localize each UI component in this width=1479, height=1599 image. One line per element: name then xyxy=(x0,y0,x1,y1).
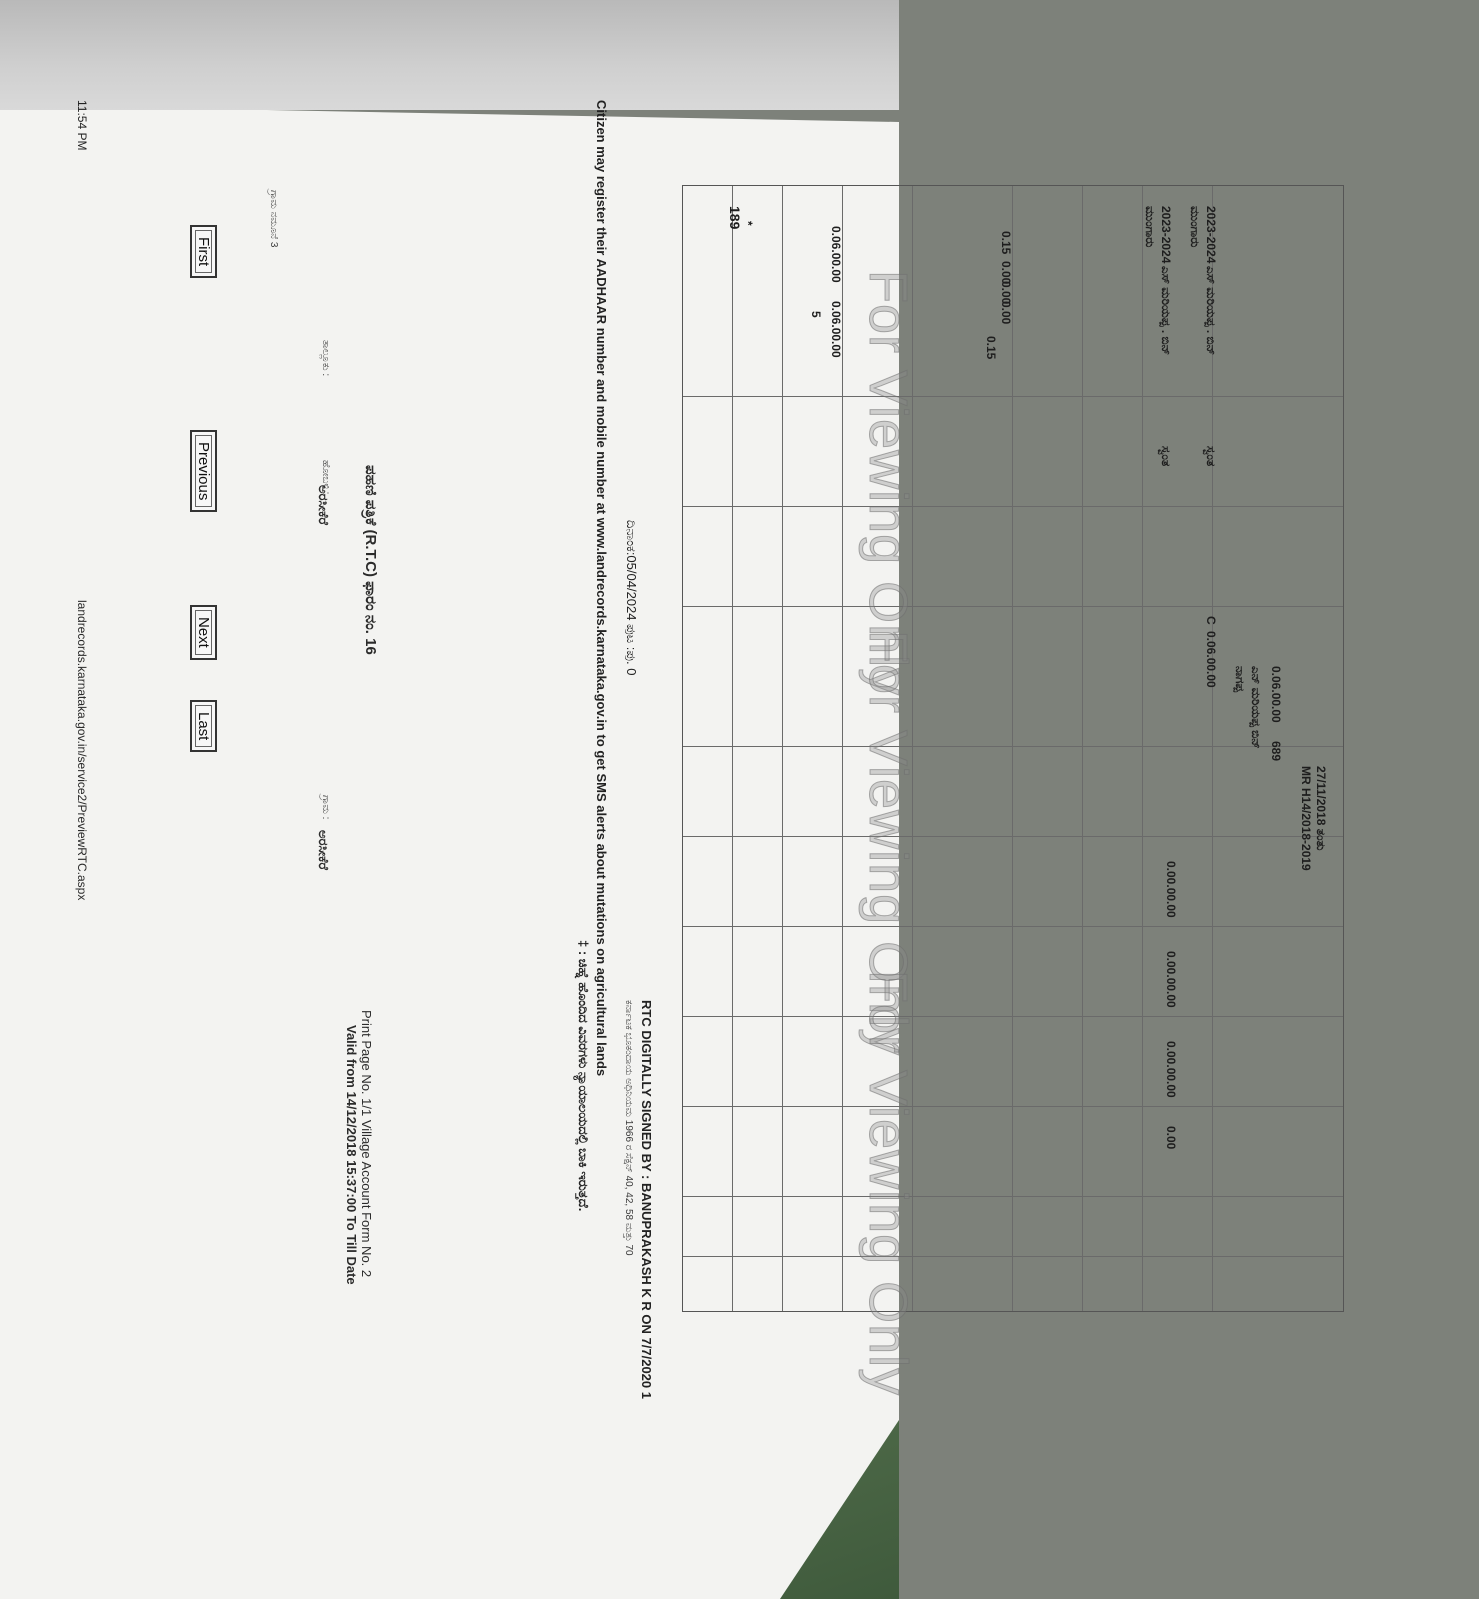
area-value-2: 0.06.00.00 xyxy=(829,301,843,358)
print-url: landrecords.karnataka.gov.in/service2/PreviewRTC.aspx xyxy=(75,600,89,901)
owner-name: ಎನ್ ಮರಿಯಪ್ಪ ಬಿನ್ xyxy=(1249,666,1263,749)
col-divider xyxy=(683,396,1343,397)
next-button[interactable]: Next xyxy=(190,605,217,660)
row-divider xyxy=(1142,186,1143,1311)
watermark-3: For Viewing Only xyxy=(858,970,918,1397)
cultivation-season-2: ಮುಂಗಾರು xyxy=(1188,206,1202,248)
kharab-a: 0.15 xyxy=(999,231,1013,255)
owner-khatha: 689 xyxy=(1269,741,1283,762)
valid-from: Valid from 14/12/2018 15:37:00 To Till Date xyxy=(344,1025,359,1285)
col-divider xyxy=(683,746,1343,747)
cultivation-year-2: 2023-2024 xyxy=(1204,206,1218,264)
owner-extent: 0.06.00.00 xyxy=(1269,666,1283,723)
col-divider xyxy=(683,606,1343,607)
first-button[interactable]: First xyxy=(190,225,217,278)
row-divider xyxy=(732,186,733,1311)
last-button[interactable]: Last xyxy=(190,700,217,752)
watermark-2: For Viewing Only xyxy=(858,630,918,1057)
hobli-label: ಹೋಬಳಿ : xyxy=(320,460,331,495)
survey-no: 189 xyxy=(727,206,743,230)
kharab-b: 0.00 xyxy=(999,261,1013,285)
village-form-label: ಗ್ರಾಮ ನಮೂನೆ 3 xyxy=(268,190,279,248)
taluk-label: ತಾಲ್ಲೂಕು : xyxy=(320,340,331,377)
kharab-d: 0.00 xyxy=(999,301,1013,325)
footer-date: ದಿನಾಂಕ:05/04/2024 ಪುಟ :ಪು. 0 xyxy=(624,520,639,676)
col-divider xyxy=(683,1106,1343,1107)
print-page: Print Page No. 1/1 Village Account Form No. 2 xyxy=(359,1010,374,1278)
col-divider xyxy=(683,836,1343,837)
col-divider xyxy=(683,506,1343,507)
zero-value-2: 0.00.00.00 xyxy=(1164,951,1178,1008)
kharab-total: 0.15 xyxy=(984,336,998,360)
village-label: ಗ್ರಾಮ : xyxy=(320,795,331,820)
cultivation-type-2: ಸ್ವಂತ xyxy=(1204,446,1218,467)
row-divider xyxy=(1082,186,1083,1311)
footer-symbol-note: ‡ : ಚಿಹ್ನೆ ಹೊಂದಿದ ವಿವರಗಳು ನ್ಯಾಯಾಲಯದಲ್ಲಿ ಬಾಕಿ ಇರುತ್ತದೆ. xyxy=(576,940,591,1212)
cultivation-area: 0.06.00.00 xyxy=(1204,631,1218,688)
subdivision: * xyxy=(741,221,755,226)
col-divider xyxy=(683,1016,1343,1017)
form-title: ಪಹಣಿ ಪತ್ರಿಕೆ (R.T.C) ಫಾರಂ ನಂ. 16 xyxy=(362,465,379,655)
hobli-value: ಅರಸೀಕೆರೆ xyxy=(316,485,331,525)
cultivation-season-1: ಮುಂಗಾರು xyxy=(1143,206,1157,248)
zero-value-1: 0.00.00.00 xyxy=(1164,861,1178,918)
area-value-1: 0.06.00.00 xyxy=(829,226,843,283)
footer-signed: RTC DIGITALLY SIGNED BY : BANUPRAKASH K R ON 7/7/2020 1 xyxy=(639,1000,654,1399)
kharab-c: 0.00 xyxy=(999,281,1013,305)
print-time: 11:54 PM xyxy=(75,100,89,151)
zero-value-3: 0.00.00.00 xyxy=(1164,1041,1178,1098)
mutation-ref: MR H14/2018-2019 xyxy=(1299,766,1313,871)
cultivation-letter: C xyxy=(1204,616,1218,625)
rtc-table xyxy=(682,185,1344,1312)
cultivation-crop-2: ಎಸ್ ಮರಿಯಪ್ಪ . ಬಿನ್ xyxy=(1204,266,1218,356)
col-divider xyxy=(683,926,1343,927)
cultivation-year-1: 2023-2024 xyxy=(1159,206,1173,264)
rtc-document xyxy=(39,40,1479,1480)
previous-button[interactable]: Previous xyxy=(190,430,217,512)
owner-father: ನಾಗಪ್ಪ xyxy=(1233,666,1247,693)
row-divider xyxy=(1012,186,1013,1311)
village-value: ಅರಸೀಕೆರೆ xyxy=(316,830,331,870)
cultivation-crop-1: ಎಸ್ ಮರಿಯಪ್ಪ . ಬಿನ್ xyxy=(1159,266,1173,356)
col-divider xyxy=(683,1256,1343,1257)
footer-citizen: Citizen may register their AADHAAR number and mobile number at www.landrecords.karnataka.gov.in to get SMS alerts about mutations on agricultural lands xyxy=(594,100,609,1077)
zero-value-last: 0.00 xyxy=(1164,1126,1178,1150)
col-divider xyxy=(683,1196,1343,1197)
hissa-no: 5 xyxy=(809,311,823,318)
watermark-1: For Viewing Only xyxy=(858,270,918,697)
footer-note: ಕರ್ನಾಟಕ ಭೂಕಂದಾಯ ಅಧಿನಿಯಮ 1966 ರ ಸೆಕ್ಷನ್ 40, 42, 58 ಮತ್ತು 70 xyxy=(623,1000,634,1256)
cultivation-type-1: ಸ್ವಂತ xyxy=(1159,446,1173,467)
row-divider xyxy=(782,186,783,1311)
mutation-date: 27/11/2018 ತಂತು xyxy=(1314,766,1328,851)
